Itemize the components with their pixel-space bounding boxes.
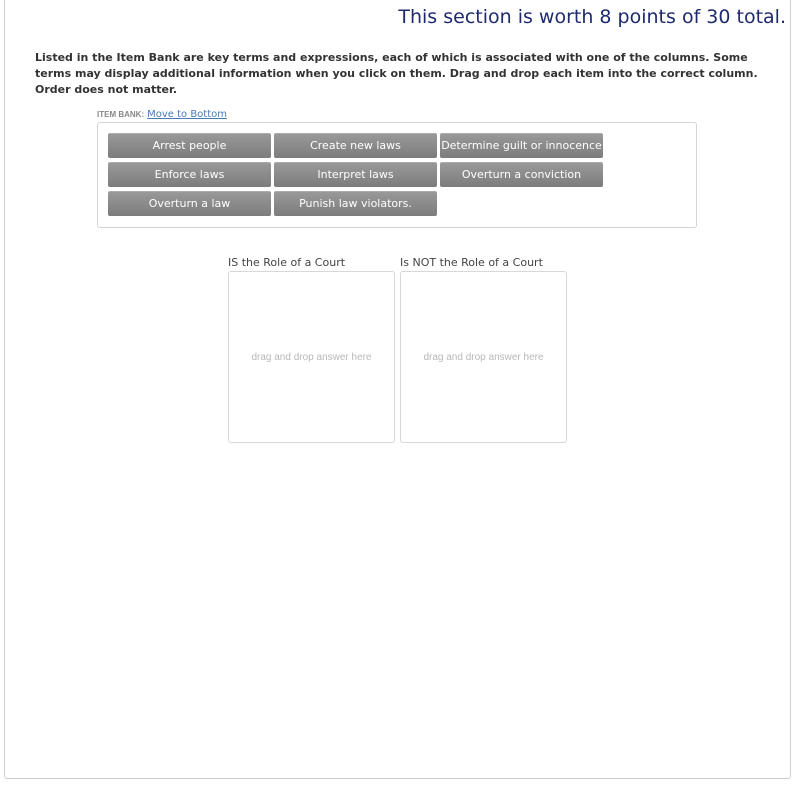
term-overturn-law[interactable]: Overturn a law: [108, 191, 271, 216]
term-determine-guilt[interactable]: Determine guilt or innocence: [440, 133, 603, 158]
item-bank-label: ITEM BANK:: [97, 110, 145, 119]
term-enforce-laws[interactable]: Enforce laws: [108, 162, 271, 187]
term-overturn-conviction[interactable]: Overturn a conviction: [440, 162, 603, 187]
dropzone-placeholder: drag and drop answer here: [423, 351, 544, 363]
column-label-is-role: IS the Role of a Court: [228, 256, 346, 269]
instructions-text: Listed in the Item Bank are key terms and expressions, each of which is associated with one of the columns. Some terms may display additional information when you click on them. Drag and drop each item into the correct column. Order does not matter.: [35, 51, 758, 96]
term-interpret-laws[interactable]: Interpret laws: [274, 162, 437, 187]
points-label: This section is worth 8 points of 30 total.: [398, 6, 786, 28]
term-punish-violators[interactable]: Punish law violators.: [274, 191, 437, 216]
dropzone-is-not-role[interactable]: [400, 271, 567, 443]
dropzone-is-role[interactable]: [228, 271, 395, 443]
term-create-new-laws[interactable]: Create new laws: [274, 133, 437, 158]
term-arrest-people[interactable]: Arrest people: [108, 133, 271, 158]
item-bank-grid: [108, 133, 603, 216]
column-label-is-not-role: Is NOT the Role of a Court: [400, 256, 543, 269]
move-to-bottom-link[interactable]: Move to Bottom: [147, 109, 228, 120]
dropzone-placeholder: drag and drop answer here: [251, 351, 372, 363]
item-bank-header: [97, 109, 227, 120]
item-bank: [97, 122, 697, 228]
